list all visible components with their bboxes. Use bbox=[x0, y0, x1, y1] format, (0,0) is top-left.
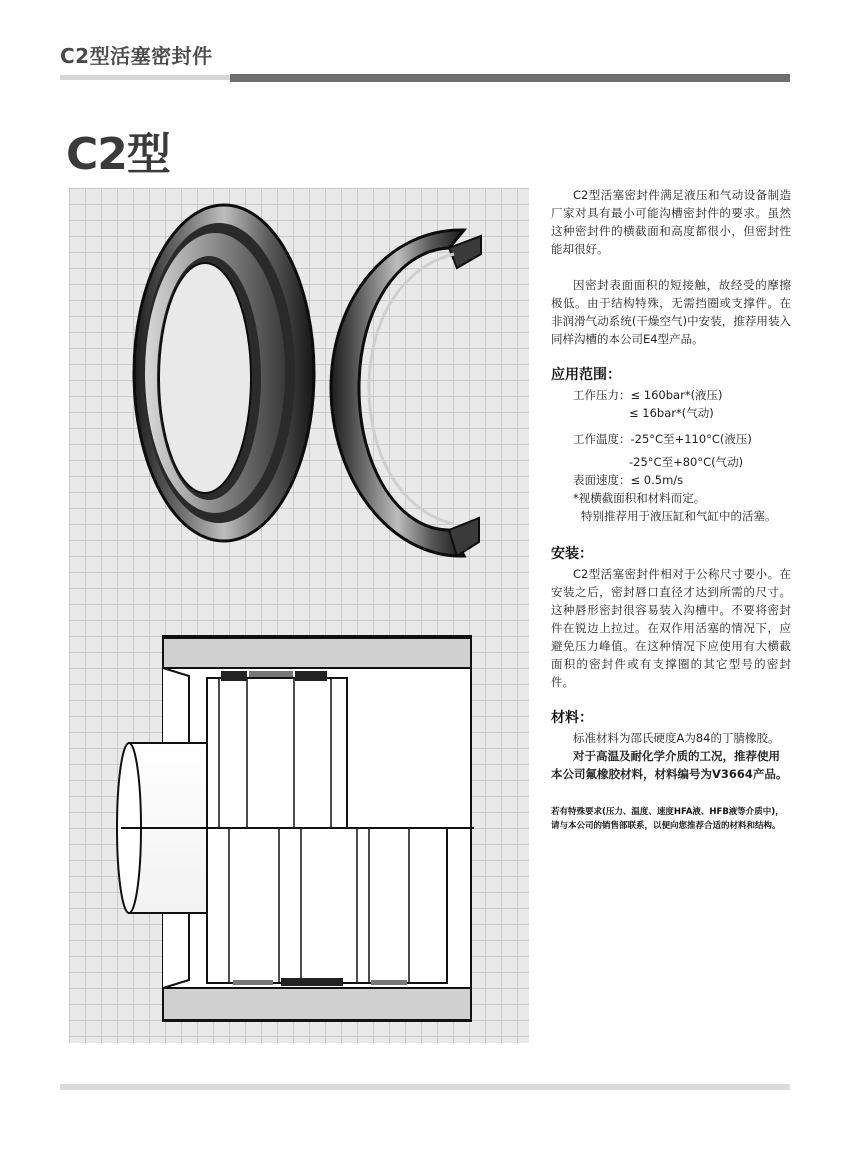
application-heading: 应用范围： bbox=[551, 367, 621, 383]
header-rule-dark bbox=[230, 74, 790, 82]
intro-paragraph-2: 因密封表面面积的短接触，故经受的摩擦极低。由于结构特殊，无需挡圈或支撑件。在非润滑气动系统(干燥空气)中安装，推荐用装入同样沟槽的本公司E4型产品。 bbox=[551, 278, 791, 346]
pressure-row bbox=[551, 386, 791, 404]
footnote-text: *视横截面积和材料而定。 bbox=[573, 491, 706, 505]
pressure-label: 工作压力： bbox=[573, 388, 631, 402]
full-seal-ring bbox=[134, 205, 314, 541]
header-title: C2型活塞密封件 bbox=[60, 44, 213, 68]
temp-pneumatic: -25°C至+80°C(气动) bbox=[629, 455, 744, 469]
pressure-hydraulic: ≤ 160bar*(液压) bbox=[630, 388, 723, 402]
page-title: C2型 bbox=[66, 129, 170, 180]
special-requirements-note: 若有特殊要求(压力、温度、速度HFA液、HFB液等介质中)，请与本公司的销售部联系，以便向您推荐合适的材料和结构。 bbox=[551, 807, 784, 831]
temp-label: 工作温度： bbox=[573, 432, 631, 446]
description-column bbox=[551, 186, 791, 833]
install-heading: 安装： bbox=[551, 546, 593, 562]
half-seal-section bbox=[331, 230, 481, 556]
pressure-pneumatic: ≤ 16bar*(气动) bbox=[629, 406, 714, 420]
install-text: C2型活塞密封件相对于公称尺寸要小。在安装之后，密封唇口直径才达到所需的尺寸。这种唇形密封很容易装入沟槽中。不要将密封件在锐边上拉过。在双作用活塞的情况下，应避免压力峰值。在这种情况下应使用有大横截面积的密封件或有支撑圈的其它型号的密封件。 bbox=[551, 567, 791, 689]
header-rule-light bbox=[60, 75, 230, 80]
recommend-text: 特别推荐用于液压缸和气缸中的活塞。 bbox=[581, 509, 777, 523]
product-illustration bbox=[69, 188, 529, 1043]
cylinder-assembly-drawing bbox=[117, 636, 474, 1021]
speed-row: 表面速度：≤ 0.5m/s bbox=[573, 473, 684, 487]
footer-rule bbox=[60, 1084, 790, 1090]
temp-hydraulic: -25°C至+110°C(液压) bbox=[630, 432, 752, 446]
material-text-2: 对于高温及耐化学介质的工况，推荐使用本公司氟橡胶材料，材料编号为V3664产品。 bbox=[551, 749, 788, 781]
material-heading: 材料： bbox=[551, 710, 593, 726]
material-text-1: 标准材料为邵氏硬度A为84的丁腈橡胶。 bbox=[573, 731, 780, 745]
temp-row bbox=[551, 430, 791, 448]
seal-drawing bbox=[69, 188, 529, 1043]
intro-paragraph-1: C2型活塞密封件满足液压和气动设备制造厂家对具有最小可能沟槽密封件的要求。虽然这种密封件的横截面和高度都很小，但密封性能却很好。 bbox=[551, 188, 791, 256]
